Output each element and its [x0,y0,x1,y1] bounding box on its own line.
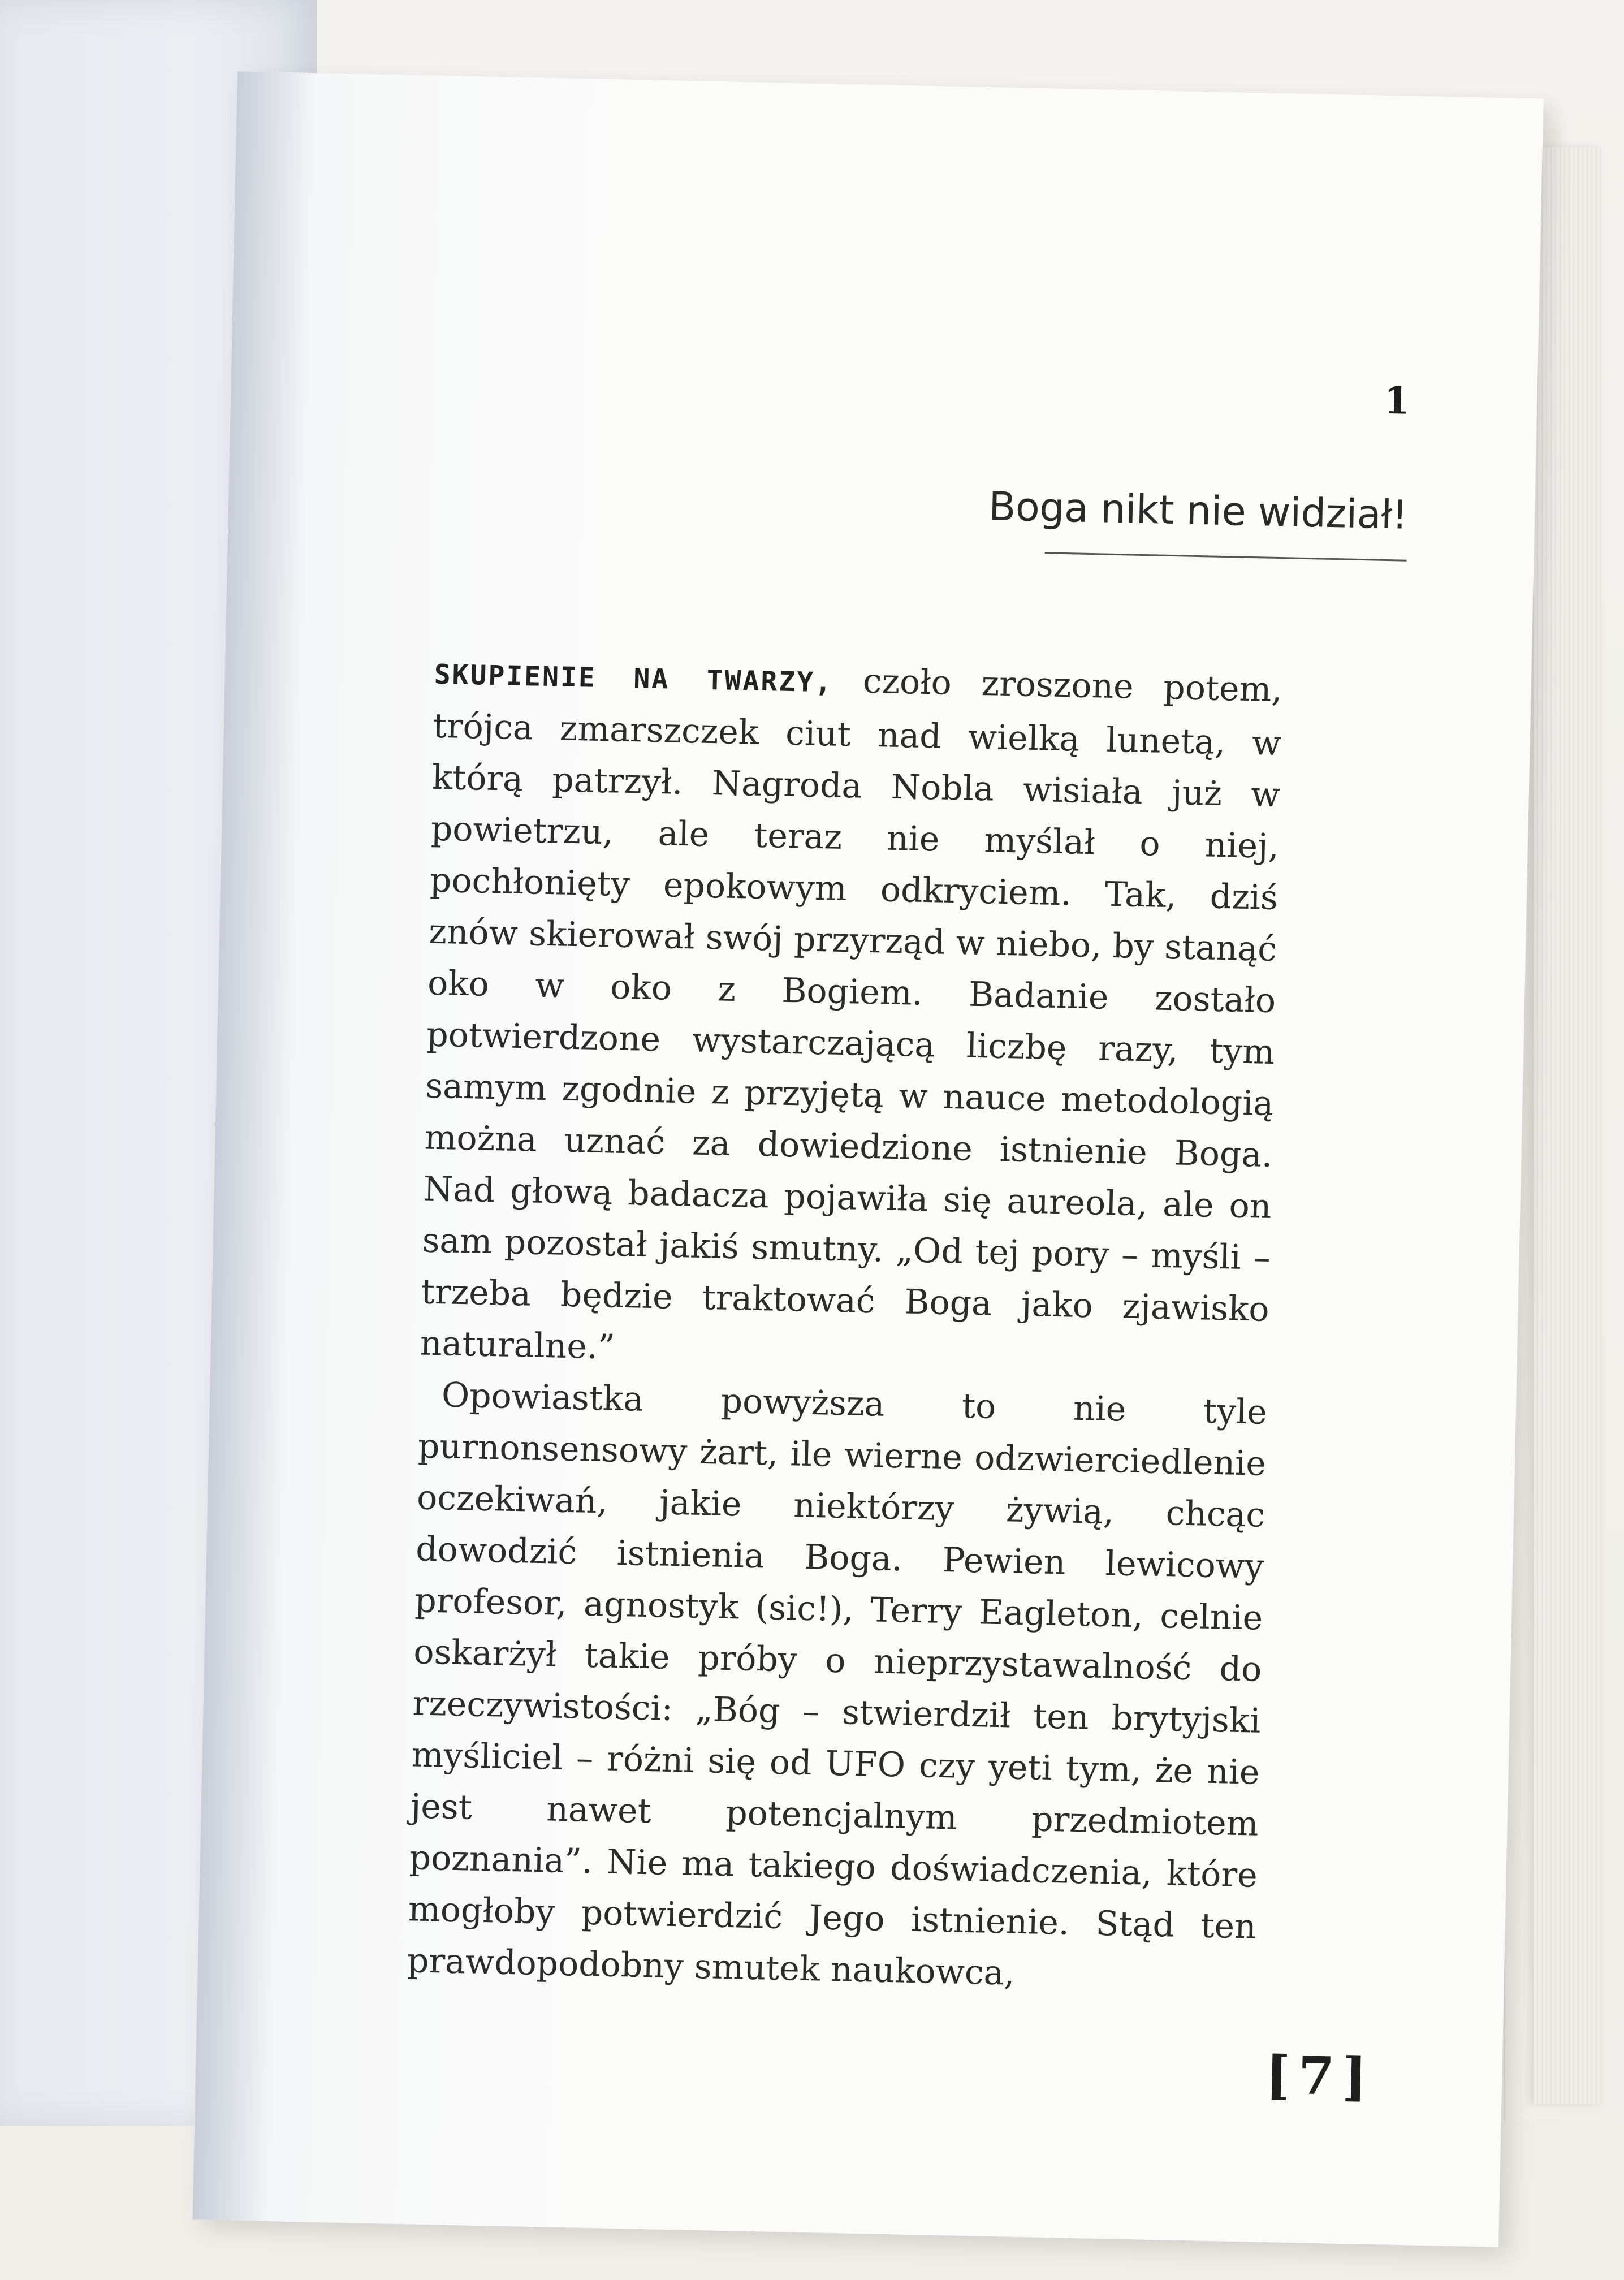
folio-number: 7 [1297,2045,1343,2107]
chapter-number: 1 [1383,378,1411,423]
title-underline [1044,552,1406,561]
lead-in-caps: SKUPIENIE NA TWARZY, [434,658,833,699]
paragraph-1-text: czoło zroszone potem, trójca zmarszczek ciut nad wielką lunetą, w którą patrzył. Nagroda Nobla wisiała już w powietrzu, ale teraz nie myślał o niej, pochłonięty epokowym odkryciem. Tak, dziś znów skierował swój przyrząd w niebo, by stanąć oko w oko z Bogiem. Badanie zostało potwierdzone wystarczającą liczbę razy, tym samym zgodnie z przyjętą w nauce metodologią można uznać za dowiedzione istnienie Boga. Nad głową badacza pojawiła się aureola, ale on sam pozostał jakiś smutny. „Od tej pory – myśli – trzeba będzie traktować Boga jako zjawisko naturalne.” [420,660,1283,1367]
folio-open-bracket: [ [1265,2044,1299,2106]
book-page [192,71,1543,2247]
folio-close-bracket: ] [1341,2045,1376,2108]
paragraph-2-text: Opowiastka powyższa to nie tyle purnonsensowy żart, ile wierne odzwierciedlenie oczekiwań, jakie niektórzy żywią, chcąc dowodzić istnienia Boga. Pewien lewicowy profesor, agnostyk (sic!), Terry Eagleton, celnie oskarżył takie próby o nieprzystawalność do rzeczywistości: „Bóg – stwierdził ten brytyjski myśliciel – różni się od UFO czy yeti tym, że nie jest nawet potencjalnym przedmiotem poznania”. Nie ma takiego doświadczenia, które mogłoby potwierdzić Jego istnienie. Stąd ten prawdopodobny smutek naukowca, [407,1375,1268,1993]
paragraph-2 [407,1369,1268,2004]
page-block-edge [1534,147,1601,2104]
body-text [407,647,1282,2005]
paragraph-1 [420,647,1282,1387]
chapter-title: Boga nikt nie widział! [988,483,1408,538]
page-number [1265,2044,1375,2108]
